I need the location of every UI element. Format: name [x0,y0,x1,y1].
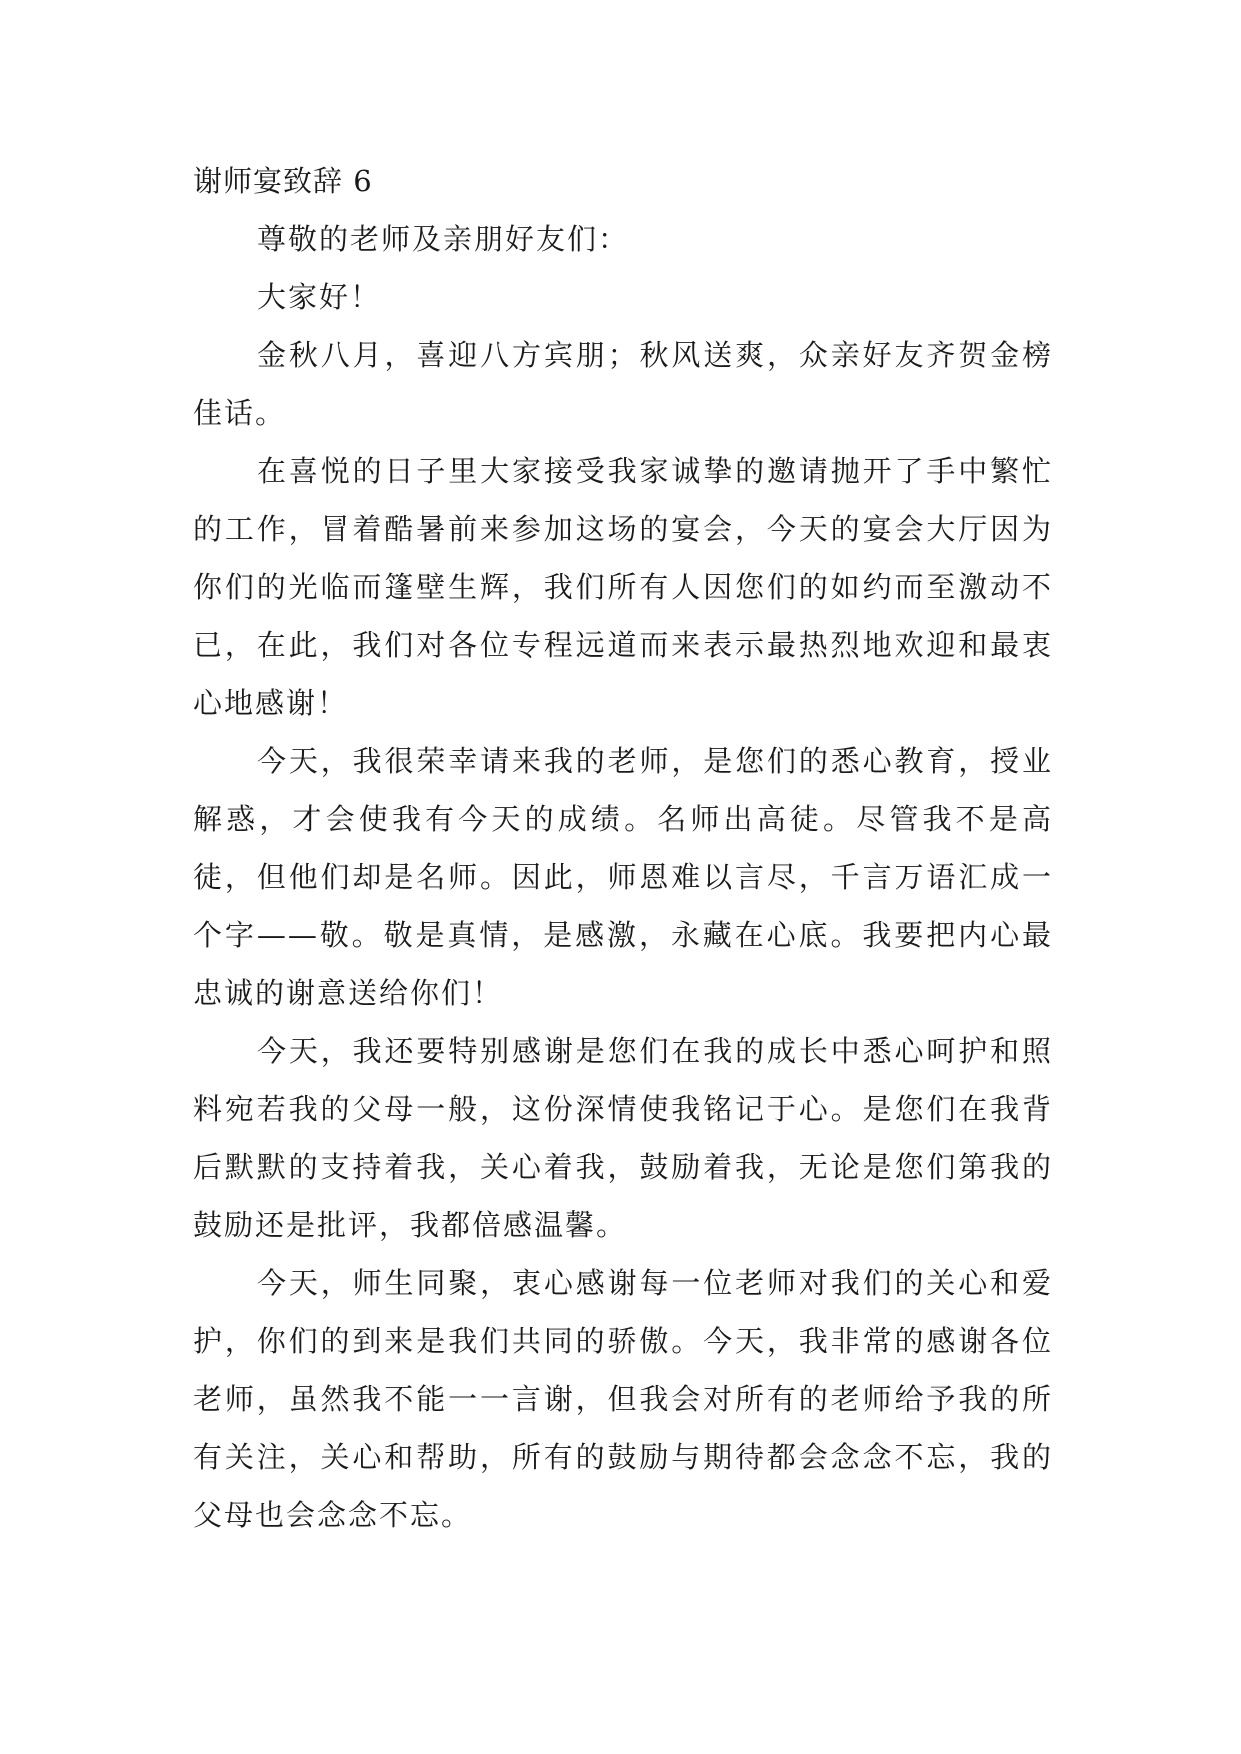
paragraph-salutation: 尊敬的老师及亲朋好友们： [257,222,630,256]
document-title: 谢师宴致辞 6 [193,164,373,198]
paragraph-1: 金秋八月，喜迎八方宾朋；秋风送爽，众亲好友齐贺金榜佳话。 [193,338,1053,430]
paragraph-4: 今天，我还要特别感谢是您们在我的成长中悉心呵护和照料宛若我的父母一般，这份深情使我铭记于心。是您们在我背后默默的支持着我，关心着我，鼓励着我，无论是您们第我的鼓励还是批评，我都倍感温馨。 [193,1034,1053,1242]
paragraph-5: 今天，师生同聚，衷心感谢每一位老师对我们的关心和爱护，你们的到来是我们共同的骄傲。今天，我非常的感谢各位老师，虽然我不能一一言谢，但我会对所有的老师给予我的所有关注，关心和帮助，所有的鼓励与期待都会念念不忘，我的父母也会念念不忘。 [193,1266,1053,1532]
document-body [193,152,1053,1544]
paragraph-3: 今天，我很荣幸请来我的老师，是您们的悉心教育，授业解惑，才会使我有今天的成绩。名师出高徒。尽管我不是高徒，但他们却是名师。因此，师恩难以言尽，千言万语汇成一个字——敬。敬是真情，是感激，永藏在心底。我要把内心最忠诚的谢意送给你们！ [193,744,1053,1010]
paragraph-2: 在喜悦的日子里大家接受我家诚挚的邀请抛开了手中繁忙的工作，冒着酷暑前来参加这场的宴会，今天的宴会大厅因为你们的光临而篷壁生辉，我们所有人因您们的如约而至激动不已，在此，我们对各位专程远道而来表示最热烈地欢迎和最衷心地感谢！ [193,454,1053,720]
paragraph-greeting: 大家好！ [257,280,382,314]
